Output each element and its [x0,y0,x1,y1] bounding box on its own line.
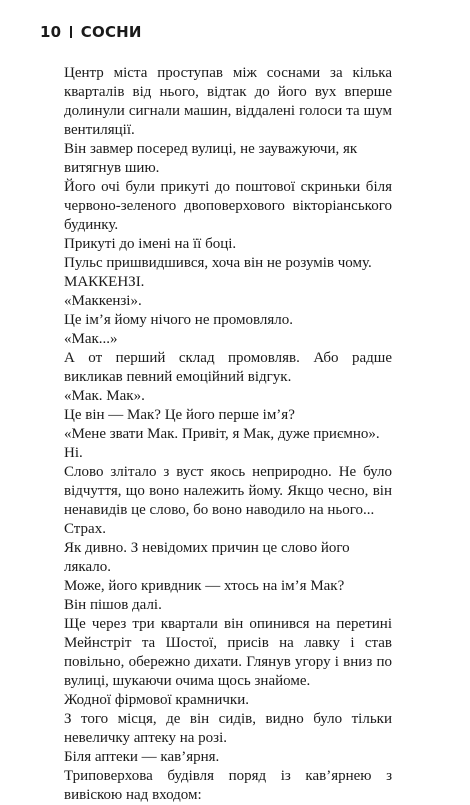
paragraph: Триповерхова будівля поряд із кав’ярнею з вивіскою над входом: [64,768,392,803]
paragraph: Пульс пришвидшився, хоча він не розумів чому. [64,255,372,271]
header-separator [70,26,72,38]
paragraph: Його очі були прикуті до поштової скриньки біля червоно-зеленого двоповерхового вікторіанського будинку. [64,179,392,233]
book-title: СОСНИ [80,23,142,41]
running-head [40,23,142,41]
paragraph: З того місця, де він сидів, видно було тільки невеличку аптеку на розі. [64,711,392,746]
paragraph: Слово злітало з вуст якось неприродно. Не було відчуття, що воно належить йому. Якщо чесно, він ненавидів це слово, бо воно наводило на нього... [64,464,392,518]
page-number: 10 [40,23,62,41]
paragraph: «Мак...» [64,331,118,347]
paragraph: Як дивно. З невідомих причин це слово його лякало. [64,540,350,575]
paragraph: Може, його кривдник — хтось на ім’я Мак? [64,578,345,594]
paragraph: Біля аптеки — кав’ярня. [64,749,220,765]
paragraph: «Маккензі». [64,293,142,309]
body-text [64,64,392,805]
paragraph: Він пішов далі. [64,597,162,613]
paragraph: «Мак. Мак». [64,388,145,404]
paragraph: Ні. [64,445,83,461]
paragraph: Ще через три квартали він опинився на перетині Мейнстріт та Шостої, присів на лавку і став повільно, обережно дихати. Глянув угору і вниз по вулиці, шукаючи очима щось знайоме. [64,616,392,689]
paragraph: А от перший склад промовляв. Або радше викликав певний емоційний відгук. [64,350,392,385]
paragraph: МАККЕНЗІ. [64,274,145,290]
paragraph: Прикуті до імені на її боці. [64,236,237,252]
paragraph: Жодної фірмової крамнички. [64,692,249,708]
paragraph: Центр міста проступав між соснами за кілька кварталів від нього, відтак до його вух вперше долинули сигнали машин, віддалені голоси та шум вентиляції. [64,65,392,138]
paragraph: Це ім’я йому нічого не промовляло. [64,312,293,328]
paragraph: Страх. [64,521,106,537]
paragraph: Це він — Мак? Це його перше ім’я? [64,407,295,423]
paragraph: Він завмер посеред вулиці, не зауважуючи, як витягнув шию. [64,141,358,176]
paragraph: «Мене звати Мак. Привіт, я Мак, дуже приємно». [64,426,380,442]
